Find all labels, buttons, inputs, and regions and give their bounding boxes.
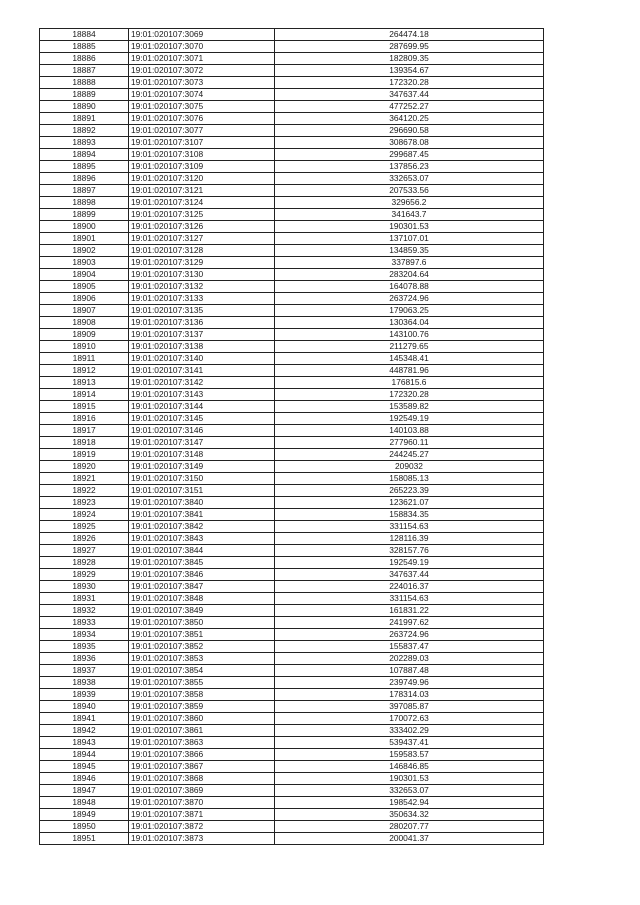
table-row: [40, 485, 544, 497]
table-row: [40, 773, 544, 785]
value-cell: 299687.45: [275, 149, 544, 161]
cadastral-number-cell: 19:01:020107:3873: [129, 833, 275, 845]
table-row: [40, 293, 544, 305]
row-number-cell: 18938: [40, 677, 129, 689]
table-row: [40, 137, 544, 149]
row-number-cell: 18941: [40, 713, 129, 725]
value-cell: 207533.56: [275, 185, 544, 197]
row-number-cell: 18940: [40, 701, 129, 713]
value-cell: 477252.27: [275, 101, 544, 113]
table-row: [40, 65, 544, 77]
table-row: [40, 101, 544, 113]
table-row: [40, 617, 544, 629]
table-row: [40, 209, 544, 221]
row-number-cell: 18901: [40, 233, 129, 245]
row-number-cell: 18892: [40, 125, 129, 137]
value-cell: 244245.27: [275, 449, 544, 461]
cadastral-number-cell: 19:01:020107:3137: [129, 329, 275, 341]
row-number-cell: 18944: [40, 749, 129, 761]
table-row: [40, 713, 544, 725]
cadastral-number-cell: 19:01:020107:3858: [129, 689, 275, 701]
cadastral-number-cell: 19:01:020107:3132: [129, 281, 275, 293]
row-number-cell: 18951: [40, 833, 129, 845]
row-number-cell: 18915: [40, 401, 129, 413]
table-row: [40, 281, 544, 293]
value-cell: 158834.35: [275, 509, 544, 521]
table-row: [40, 761, 544, 773]
row-number-cell: 18903: [40, 257, 129, 269]
cadastral-number-cell: 19:01:020107:3860: [129, 713, 275, 725]
table-row: [40, 185, 544, 197]
table-row: [40, 569, 544, 581]
table-row: [40, 341, 544, 353]
value-cell: 158085.13: [275, 473, 544, 485]
row-number-cell: 18911: [40, 353, 129, 365]
table-row: [40, 401, 544, 413]
cadastral-number-cell: 19:01:020107:3868: [129, 773, 275, 785]
cadastral-number-cell: 19:01:020107:3855: [129, 677, 275, 689]
value-cell: 448781.96: [275, 365, 544, 377]
value-cell: 263724.96: [275, 629, 544, 641]
value-cell: 164078.88: [275, 281, 544, 293]
table-row: [40, 365, 544, 377]
cadastral-number-cell: 19:01:020107:3070: [129, 41, 275, 53]
cadastral-number-cell: 19:01:020107:3870: [129, 797, 275, 809]
row-number-cell: 18933: [40, 617, 129, 629]
table-row: [40, 473, 544, 485]
table-row: [40, 29, 544, 41]
cadastral-number-cell: 19:01:020107:3145: [129, 413, 275, 425]
value-cell: 332653.07: [275, 173, 544, 185]
cadastral-number-cell: 19:01:020107:3850: [129, 617, 275, 629]
value-cell: 146846.85: [275, 761, 544, 773]
row-number-cell: 18917: [40, 425, 129, 437]
row-number-cell: 18934: [40, 629, 129, 641]
row-number-cell: 18894: [40, 149, 129, 161]
cadastral-number-cell: 19:01:020107:3845: [129, 557, 275, 569]
table-row: [40, 245, 544, 257]
row-number-cell: 18912: [40, 365, 129, 377]
row-number-cell: 18918: [40, 437, 129, 449]
table-row: [40, 545, 544, 557]
table-row: [40, 161, 544, 173]
row-number-cell: 18919: [40, 449, 129, 461]
cadastral-number-cell: 19:01:020107:3144: [129, 401, 275, 413]
table-row: [40, 653, 544, 665]
value-cell: 178314.03: [275, 689, 544, 701]
value-cell: 202289.03: [275, 653, 544, 665]
row-number-cell: 18913: [40, 377, 129, 389]
row-number-cell: 18898: [40, 197, 129, 209]
table-row: [40, 533, 544, 545]
cadastral-number-cell: 19:01:020107:3849: [129, 605, 275, 617]
row-number-cell: 18884: [40, 29, 129, 41]
table-row: [40, 437, 544, 449]
table-row: [40, 797, 544, 809]
row-number-cell: 18900: [40, 221, 129, 233]
table-row: [40, 725, 544, 737]
table-row: [40, 329, 544, 341]
value-cell: 137107.01: [275, 233, 544, 245]
cadastral-number-cell: 19:01:020107:3842: [129, 521, 275, 533]
cadastral-number-cell: 19:01:020107:3125: [129, 209, 275, 221]
value-cell: 139354.67: [275, 65, 544, 77]
table-row: [40, 305, 544, 317]
table-row: [40, 149, 544, 161]
cadastral-number-cell: 19:01:020107:3077: [129, 125, 275, 137]
row-number-cell: 18929: [40, 569, 129, 581]
value-cell: 331154.63: [275, 593, 544, 605]
table-row: [40, 521, 544, 533]
value-cell: 192549.19: [275, 557, 544, 569]
value-cell: 128116.39: [275, 533, 544, 545]
row-number-cell: 18928: [40, 557, 129, 569]
row-number-cell: 18890: [40, 101, 129, 113]
cadastral-number-cell: 19:01:020107:3141: [129, 365, 275, 377]
value-cell: 397085.87: [275, 701, 544, 713]
row-number-cell: 18906: [40, 293, 129, 305]
cadastral-number-cell: 19:01:020107:3872: [129, 821, 275, 833]
table-row: [40, 701, 544, 713]
table-row: [40, 461, 544, 473]
table-row: [40, 413, 544, 425]
table-row: [40, 821, 544, 833]
cadastral-number-cell: 19:01:020107:3146: [129, 425, 275, 437]
cadastral-number-cell: 19:01:020107:3121: [129, 185, 275, 197]
row-number-cell: 18916: [40, 413, 129, 425]
table-row: [40, 809, 544, 821]
row-number-cell: 18899: [40, 209, 129, 221]
table-row: [40, 833, 544, 845]
cadastral-number-cell: 19:01:020107:3841: [129, 509, 275, 521]
value-cell: 153589.82: [275, 401, 544, 413]
value-cell: 350634.32: [275, 809, 544, 821]
row-number-cell: 18932: [40, 605, 129, 617]
cadastral-number-cell: 19:01:020107:3074: [129, 89, 275, 101]
value-cell: 239749.96: [275, 677, 544, 689]
table-row: [40, 641, 544, 653]
cadastral-number-cell: 19:01:020107:3107: [129, 137, 275, 149]
cadastral-number-cell: 19:01:020107:3852: [129, 641, 275, 653]
cadastral-number-cell: 19:01:020107:3853: [129, 653, 275, 665]
value-cell: 329656.2: [275, 197, 544, 209]
table-row: [40, 737, 544, 749]
cadastral-number-cell: 19:01:020107:3150: [129, 473, 275, 485]
cadastral-number-cell: 19:01:020107:3147: [129, 437, 275, 449]
row-number-cell: 18896: [40, 173, 129, 185]
value-cell: 331154.63: [275, 521, 544, 533]
cadastral-number-cell: 19:01:020107:3847: [129, 581, 275, 593]
row-number-cell: 18930: [40, 581, 129, 593]
row-number-cell: 18937: [40, 665, 129, 677]
cadastral-number-cell: 19:01:020107:3863: [129, 737, 275, 749]
table-row: [40, 125, 544, 137]
value-cell: 337897.6: [275, 257, 544, 269]
cadastral-number-cell: 19:01:020107:3076: [129, 113, 275, 125]
row-number-cell: 18931: [40, 593, 129, 605]
cadastral-number-cell: 19:01:020107:3133: [129, 293, 275, 305]
cadastral-number-cell: 19:01:020107:3138: [129, 341, 275, 353]
value-cell: 209032: [275, 461, 544, 473]
table-body: [40, 29, 544, 845]
value-cell: 176815.6: [275, 377, 544, 389]
value-cell: 198542.94: [275, 797, 544, 809]
value-cell: 137856.23: [275, 161, 544, 173]
cadastral-number-cell: 19:01:020107:3840: [129, 497, 275, 509]
cadastral-number-cell: 19:01:020107:3128: [129, 245, 275, 257]
row-number-cell: 18887: [40, 65, 129, 77]
row-number-cell: 18923: [40, 497, 129, 509]
value-cell: 200041.37: [275, 833, 544, 845]
value-cell: 308678.08: [275, 137, 544, 149]
table-row: [40, 665, 544, 677]
table-row: [40, 197, 544, 209]
row-number-cell: 18914: [40, 389, 129, 401]
table-row: [40, 509, 544, 521]
row-number-cell: 18886: [40, 53, 129, 65]
value-cell: 211279.65: [275, 341, 544, 353]
row-number-cell: 18924: [40, 509, 129, 521]
cadastral-number-cell: 19:01:020107:3120: [129, 173, 275, 185]
row-number-cell: 18907: [40, 305, 129, 317]
row-number-cell: 18948: [40, 797, 129, 809]
row-number-cell: 18921: [40, 473, 129, 485]
value-cell: 332653.07: [275, 785, 544, 797]
table-row: [40, 497, 544, 509]
value-cell: 224016.37: [275, 581, 544, 593]
table-row: [40, 605, 544, 617]
table-row: [40, 677, 544, 689]
table-row: [40, 389, 544, 401]
cadastral-number-cell: 19:01:020107:3854: [129, 665, 275, 677]
cadastral-number-cell: 19:01:020107:3073: [129, 77, 275, 89]
row-number-cell: 18893: [40, 137, 129, 149]
value-cell: 134859.35: [275, 245, 544, 257]
cadastral-number-cell: 19:01:020107:3151: [129, 485, 275, 497]
cadastral-number-cell: 19:01:020107:3871: [129, 809, 275, 821]
row-number-cell: 18902: [40, 245, 129, 257]
row-number-cell: 18925: [40, 521, 129, 533]
cadastral-number-cell: 19:01:020107:3869: [129, 785, 275, 797]
row-number-cell: 18942: [40, 725, 129, 737]
table-row: [40, 233, 544, 245]
row-number-cell: 18910: [40, 341, 129, 353]
cadastral-number-cell: 19:01:020107:3108: [129, 149, 275, 161]
table-row: [40, 449, 544, 461]
cadastral-number-cell: 19:01:020107:3071: [129, 53, 275, 65]
value-cell: 263724.96: [275, 293, 544, 305]
table-row: [40, 593, 544, 605]
cadastral-number-cell: 19:01:020107:3851: [129, 629, 275, 641]
value-cell: 143100.76: [275, 329, 544, 341]
value-cell: 287699.95: [275, 41, 544, 53]
cadastral-number-cell: 19:01:020107:3843: [129, 533, 275, 545]
cadastral-number-cell: 19:01:020107:3846: [129, 569, 275, 581]
table-row: [40, 113, 544, 125]
value-cell: 182809.35: [275, 53, 544, 65]
value-cell: 347637.44: [275, 89, 544, 101]
value-cell: 159583.57: [275, 749, 544, 761]
value-cell: 107887.48: [275, 665, 544, 677]
cadastral-number-cell: 19:01:020107:3124: [129, 197, 275, 209]
cadastral-number-cell: 19:01:020107:3130: [129, 269, 275, 281]
table-row: [40, 629, 544, 641]
cadastral-number-cell: 19:01:020107:3149: [129, 461, 275, 473]
value-cell: 347637.44: [275, 569, 544, 581]
value-cell: 145348.41: [275, 353, 544, 365]
value-cell: 296690.58: [275, 125, 544, 137]
cadastral-number-cell: 19:01:020107:3129: [129, 257, 275, 269]
row-number-cell: 18897: [40, 185, 129, 197]
table-row: [40, 425, 544, 437]
value-cell: 172320.28: [275, 389, 544, 401]
row-number-cell: 18950: [40, 821, 129, 833]
value-cell: 539437.41: [275, 737, 544, 749]
cadastral-number-cell: 19:01:020107:3136: [129, 317, 275, 329]
row-number-cell: 18885: [40, 41, 129, 53]
cadastral-number-cell: 19:01:020107:3148: [129, 449, 275, 461]
table-row: [40, 173, 544, 185]
value-cell: 170072.63: [275, 713, 544, 725]
row-number-cell: 18927: [40, 545, 129, 557]
row-number-cell: 18936: [40, 653, 129, 665]
table-row: [40, 317, 544, 329]
row-number-cell: 18888: [40, 77, 129, 89]
value-cell: 341643.7: [275, 209, 544, 221]
row-number-cell: 18945: [40, 761, 129, 773]
table-row: [40, 89, 544, 101]
cadastral-number-cell: 19:01:020107:3143: [129, 389, 275, 401]
cadastral-number-cell: 19:01:020107:3072: [129, 65, 275, 77]
cadastral-number-cell: 19:01:020107:3075: [129, 101, 275, 113]
value-cell: 280207.77: [275, 821, 544, 833]
table-row: [40, 53, 544, 65]
value-cell: 333402.29: [275, 725, 544, 737]
row-number-cell: 18949: [40, 809, 129, 821]
row-number-cell: 18895: [40, 161, 129, 173]
table-row: [40, 77, 544, 89]
row-number-cell: 18926: [40, 533, 129, 545]
cadastral-number-cell: 19:01:020107:3135: [129, 305, 275, 317]
row-number-cell: 18947: [40, 785, 129, 797]
row-number-cell: 18920: [40, 461, 129, 473]
value-cell: 265223.39: [275, 485, 544, 497]
row-number-cell: 18908: [40, 317, 129, 329]
table-row: [40, 221, 544, 233]
cadastral-number-cell: 19:01:020107:3127: [129, 233, 275, 245]
table-row: [40, 749, 544, 761]
value-cell: 123621.07: [275, 497, 544, 509]
value-cell: 192549.19: [275, 413, 544, 425]
value-cell: 328157.76: [275, 545, 544, 557]
row-number-cell: 18922: [40, 485, 129, 497]
cadastral-number-cell: 19:01:020107:3844: [129, 545, 275, 557]
row-number-cell: 18935: [40, 641, 129, 653]
cadastral-number-cell: 19:01:020107:3859: [129, 701, 275, 713]
value-cell: 140103.88: [275, 425, 544, 437]
table-row: [40, 269, 544, 281]
value-cell: 190301.53: [275, 773, 544, 785]
value-cell: 179063.25: [275, 305, 544, 317]
value-cell: 190301.53: [275, 221, 544, 233]
value-cell: 264474.18: [275, 29, 544, 41]
value-cell: 161831.22: [275, 605, 544, 617]
cadastral-number-cell: 19:01:020107:3140: [129, 353, 275, 365]
row-number-cell: 18939: [40, 689, 129, 701]
value-cell: 130364.04: [275, 317, 544, 329]
row-number-cell: 18946: [40, 773, 129, 785]
cadastral-number-cell: 19:01:020107:3848: [129, 593, 275, 605]
value-cell: 241997.62: [275, 617, 544, 629]
row-number-cell: 18909: [40, 329, 129, 341]
cadastral-number-cell: 19:01:020107:3867: [129, 761, 275, 773]
table-row: [40, 785, 544, 797]
table-row: [40, 257, 544, 269]
value-cell: 172320.28: [275, 77, 544, 89]
cadastral-number-cell: 19:01:020107:3109: [129, 161, 275, 173]
data-table: [39, 28, 544, 845]
row-number-cell: 18904: [40, 269, 129, 281]
value-cell: 277960.11: [275, 437, 544, 449]
row-number-cell: 18943: [40, 737, 129, 749]
row-number-cell: 18891: [40, 113, 129, 125]
value-cell: 283204.64: [275, 269, 544, 281]
table-row: [40, 353, 544, 365]
value-cell: 364120.25: [275, 113, 544, 125]
table-row: [40, 689, 544, 701]
table-row: [40, 557, 544, 569]
row-number-cell: 18889: [40, 89, 129, 101]
table-row: [40, 377, 544, 389]
cadastral-number-cell: 19:01:020107:3866: [129, 749, 275, 761]
table-row: [40, 41, 544, 53]
row-number-cell: 18905: [40, 281, 129, 293]
cadastral-number-cell: 19:01:020107:3861: [129, 725, 275, 737]
cadastral-number-cell: 19:01:020107:3069: [129, 29, 275, 41]
cadastral-number-cell: 19:01:020107:3126: [129, 221, 275, 233]
cadastral-number-cell: 19:01:020107:3142: [129, 377, 275, 389]
value-cell: 155837.47: [275, 641, 544, 653]
table-row: [40, 581, 544, 593]
